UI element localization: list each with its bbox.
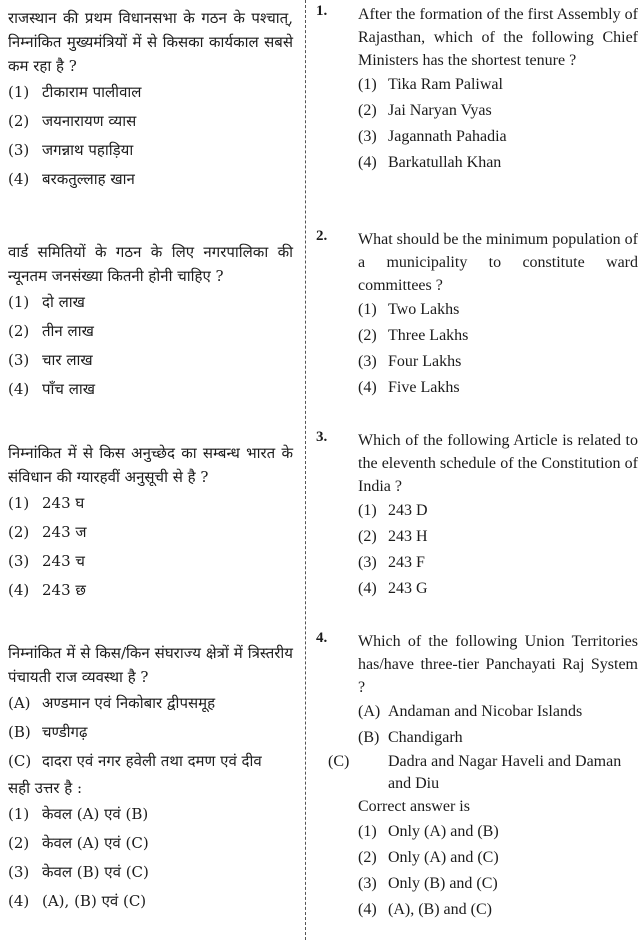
question-number: 4. — [316, 630, 328, 646]
option[interactable]: (2) Jai Naryan Vyas — [358, 102, 492, 119]
option[interactable]: (1) Tika Ram Paliwal — [358, 76, 503, 93]
statement: (B) चण्डीगढ़ — [8, 723, 88, 741]
hindi-question-3 — [8, 441, 293, 605]
hindi-column — [0, 0, 306, 940]
option[interactable]: (1) केवल (A) एवं (B) — [8, 805, 149, 823]
english-column — [306, 0, 644, 940]
english-question-3 — [306, 429, 642, 602]
option[interactable]: (1) Two Lakhs — [358, 301, 460, 318]
statement: (B) Chandigarh — [358, 729, 463, 746]
answer-prompt: Correct answer is — [358, 798, 470, 815]
option[interactable]: (3) 243 च — [8, 552, 85, 570]
question-number: 1. — [316, 3, 328, 19]
option[interactable]: (3) 243 F — [358, 554, 425, 571]
question-number: 3. — [316, 429, 328, 445]
option[interactable]: (3) केवल (B) एवं (C) — [8, 863, 149, 881]
option[interactable]: (2) Only (A) and (C) — [358, 849, 499, 866]
question-text: After the formation of the first Assembly of Rajasthan, which of the following Chief Ministers has the shortest tenure ? — [358, 6, 638, 69]
answer-prompt: सही उत्तर है : — [8, 779, 83, 797]
question-text: What should be the minimum population of a municipality to constitute ward committees ? — [358, 231, 638, 294]
option[interactable]: (1) टीकाराम पालीवाल — [8, 83, 142, 101]
option[interactable]: (2) 243 ज — [8, 523, 87, 541]
option[interactable]: (1) 243 D — [358, 502, 428, 519]
option[interactable]: (3) Only (B) and (C) — [358, 875, 498, 892]
statement: (A) अण्डमान एवं निकोबार द्वीपसमूह — [8, 694, 216, 712]
option[interactable]: (3) Four Lakhs — [358, 353, 462, 370]
question-text: वार्ड समितियों के गठन के लिए नगरपालिका की न्यूनतम जनसंख्या कितनी होनी चाहिए ? — [8, 243, 293, 285]
option[interactable]: (4) Five Lakhs — [358, 379, 460, 396]
option[interactable]: (4) बरकतुल्लाह खान — [8, 170, 135, 188]
option[interactable]: (4) 243 छ — [8, 581, 86, 599]
option[interactable]: (2) 243 H — [358, 528, 428, 545]
question-text: निम्नांकित में से किस अनुच्छेद का सम्बन्ध भारत के संविधान की ग्यारहवीं अनुसूची से है ? — [8, 444, 293, 486]
option[interactable]: (2) केवल (A) एवं (C) — [8, 834, 149, 852]
option[interactable]: (2) Three Lakhs — [358, 327, 469, 344]
question-number: 2. — [316, 228, 328, 244]
option[interactable]: (3) चार लाख — [8, 351, 93, 369]
option[interactable]: (3) जगन्नाथ पहाड़िया — [8, 141, 134, 159]
option[interactable]: (2) जयनारायण व्यास — [8, 112, 137, 130]
hindi-question-1 — [8, 6, 293, 194]
option[interactable]: (1) दो लाख — [8, 293, 85, 311]
option[interactable]: (4) (A), (B) and (C) — [358, 901, 492, 918]
option[interactable]: (3) Jagannath Pahadia — [358, 128, 507, 145]
question-text: राजस्थान की प्रथम विधानसभा के गठन के पश्चात्, निम्नांकित मुख्यमंत्रियों में से किसका कार्यकाल सबसे कम रहा है ? — [8, 9, 293, 75]
hindi-question-2 — [8, 240, 293, 404]
hindi-question-4 — [8, 641, 293, 916]
statement: (C) दादरा एवं नगर हवेली तथा दमण एवं दीव — [8, 752, 262, 770]
statement: (A) Andaman and Nicobar Islands — [358, 703, 583, 720]
option[interactable]: (4) Barkatullah Khan — [358, 154, 502, 171]
question-text: Which of the following Union Territories has/have three-tier Panchayati Raj System ? — [358, 633, 638, 696]
option[interactable]: (4) (A), (B) एवं (C) — [8, 892, 147, 910]
english-question-4 — [306, 630, 642, 923]
option[interactable]: (1) 243 घ — [8, 494, 85, 512]
option[interactable]: (4) पाँच लाख — [8, 380, 96, 398]
statement: (C) Dadra and Nagar Haveli and Daman and Diu — [328, 753, 622, 792]
question-text: निम्नांकित में से किस/किन संघराज्य क्षेत्रों में त्रिस्तरीय पंचायती राज व्यवस्था है ? — [8, 644, 293, 686]
option[interactable]: (1) Only (A) and (B) — [358, 823, 499, 840]
option[interactable]: (2) तीन लाख — [8, 322, 94, 340]
english-question-2 — [306, 228, 642, 401]
option[interactable]: (4) 243 G — [358, 580, 428, 597]
question-text: Which of the following Article is related to the eleventh schedule of the Constitution of India ? — [358, 432, 638, 495]
english-question-1 — [306, 3, 642, 176]
